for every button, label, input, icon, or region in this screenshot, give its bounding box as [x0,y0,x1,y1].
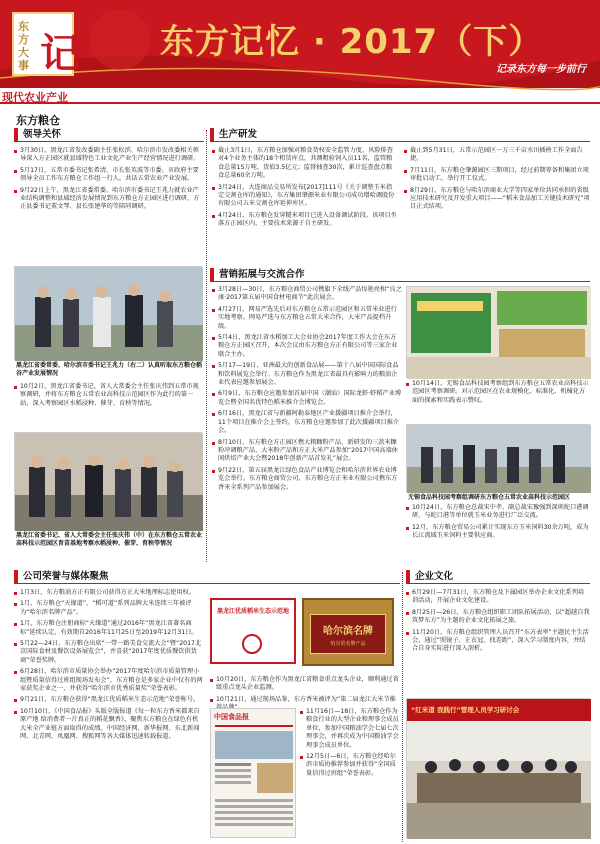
heading-culture [406,570,590,584]
heading-marketing [210,268,590,282]
photo-expo-booth [406,286,590,378]
photo-seminar [406,698,590,838]
photo-leader-visit-1 [14,266,202,360]
list-item: 1月3日，东方粮油方正有限公司获得方正大米地理标志使用权。 [14,589,204,597]
list-item: 3月30日，黑龙江省发改委副主任张松滨、哈尔滨市发改委相关领导深入方正园区就县域特色工业文化产业生产经营情况进行调研。 [14,147,202,164]
divider [206,130,207,562]
list-item: 4月24日，东方粮仓发穿糙米项目已进入设备调试阶段。该项目坐落方正园区内，主要技术来源于自主研发。 [212,212,398,229]
page-title: 东方记忆 · 2017（下） [160,22,544,62]
culture-list [406,589,590,693]
plaque-text: 哈尔滨名牌 [323,626,373,637]
marketing-list-2 [406,380,590,422]
plaque-subtext: 哈尔滨名牌产品 [330,641,366,647]
list-item: 10月21日，通过现场品鉴，东方香米被评为“第二届龙江大米节推 [210,696,400,713]
honors-list-2 [210,676,400,704]
list-item: 截止3月1日，东方粮仓加强对粮食货权安全监管力度，风险排查对4个业务主体的18个租赁库点，共测粗验饲入员11名，监管粮食总量15万吨、货值3.5亿元；监督抽查30次，累计巡查盘点粮食总量60余万吨。 [212,147,398,181]
list-item: 9月22日，第五届黑龙江绿色食品产业博览会和哈尔滨世界农业博览会举行。东方粮仓商贸公司、东方粮仓方正米业有限公司携东方香米全系列产品参加展会。 [212,467,402,492]
logo [12,12,80,77]
photo-delegation [406,424,590,492]
heading-production-label: 生产研发 [210,128,262,142]
list-item: 10月24日，东方粮仓总裁宋中孝、副总裁宋豫强到深圳蛇口港调研，与蛇口港等单位就玉米业务进行广泛交流。 [406,504,590,521]
honors-list-3 [300,708,400,842]
list-item: 11月20日，东方粮仓组织管理人员召开“东方表率”主题民主生活会，通过“照镜子、正衣冠、找差距”，深入学习制度内容，并结合自身实际进行深入剖析。 [406,629,590,654]
list-item: 8月10日，东方粮仓方正园区携大粮糠粉产品、新研发的三款米糠粉冲调粮产品、大米粉产品和方正大米产品参加“2017中国高端休闲烘焙产业大会暨2018年创新产品首发礼”展会。 [212,439,402,464]
list-item: 8月25日—26日，东方粮仓组织职工团队拓展活动，以“超越自我 筑梦东方”为主题的企业文化拓展之旅。 [406,609,590,626]
honors-list [14,589,204,841]
heading-leaders [14,128,204,142]
seal-icon [242,634,262,654]
certificate-title: 黑龙江优质稻米生态示范地 [216,608,289,615]
logo-small-text: 东方大事 [18,20,29,72]
certificate-image [210,598,296,664]
slogan: 记录东方每一步前行 [496,64,586,75]
newspaper-image [210,708,296,838]
header-banner [0,0,600,88]
heading-marketing-label: 营销拓展与交流合作 [210,268,310,282]
company-name: 东方粮仓 [16,114,60,127]
photo-leader-visit-2 [14,432,202,530]
list-item: 3月24日，大连商品交易所发布[2017]111号《关于调整玉米指定交割仓库的通知》，东方集团肇源米业有限公司成功增哈调股份有限公司五米交割仓库延伸库区。 [212,184,398,209]
list-item: 6月28日，哈尔滨市质量协会举办“2017年度哈尔滨市质量管理小组暨质量信得过班组现场发布会”，东方粮仓是多家企业中仅有的两家获奖企业之一，并获得“哈尔滨市优秀质量奖”荣誉表彰。 [14,668,204,693]
list-item: 8月29日，东方粮仓与哈尔滨商业大学等四家单位共同承担的省级应用技术研究及开发重大项目——“稻米食品加工关键技术研究”项目正式结项。 [404,187,590,212]
heading-culture-label: 企业文化 [406,570,458,584]
section-tag: 现代农业产业 [2,91,68,104]
logo-char: 记 [40,30,80,77]
list-item: 6月9日，东方粮仓应邀参加首届中国（潮汕）国际龙虾·虾稻产业博览会暨全国名优特色稻米推介会博览会。 [212,390,402,407]
marketing-list [212,286,402,562]
newspaper-masthead: 中国食品报 [214,712,249,721]
list-item: 10月20日，东方粮仓作为黑龙江省粮食重点龙头企业，顺利通过省级重点龙头企业监测。 [210,676,400,693]
list-item: 6月16日，黑龙江省与新疆阿勒泰地区产业援疆项目推介会举行，11个项目在推介会上签约。东方粮仓应邀参加了此次援疆项目推介会。 [212,410,402,435]
seminar-banner-text: “红米道 我践行”管理人员学习研讨会 [411,706,520,714]
list-item: 1月，东方粮仓“天缘道”、“稻可道”系列品牌大米连续三年被评为“哈尔滨名牌产品”。 [14,600,204,617]
plaque-image [302,598,394,666]
list-item: 11月16日—18日，东方粮仓作为粮食行业的大型企业和理事会成员单位，参加中国粮油学会七届七次理事会，并再次成为中国粮油学会理事会成员单位。 [300,708,400,750]
section-bar [0,88,600,104]
heading-honors [14,570,400,584]
caption: 无锡食品科技园考察组调研东方粮仓五常农业高科技示范园区 [408,494,571,501]
list-item: 9月22日上午，黑龙江省委常委、哈尔滨市委书记王兆力就农业产业结构调整和县域经济发展情况到东方粮仓方正园区进行调研，方正县委书记董文琴、县长张建华的等陪同调研。 [14,187,202,212]
caption: 黑龙江省委常委、哈尔滨市委书记王兆力（右二）认真听取东方粮仓稻谷产业发展情况 [16,362,203,377]
list-item: 1月，东方粮仓注册商标“天缘道”通过2016年“黑龙江省著名商标”延续认定，有效期自2016年11月25日至2019年12月31日。 [14,620,204,637]
production-list-b [404,147,590,265]
marketing-list-3 [406,504,590,562]
list-item: 9月21日，东方粮仓获得“黑龙江优质稻米生态示范地”荣誉称号。 [14,696,204,704]
leaders-list-2 [14,383,202,431]
list-item: 5月17—19日，亚洲最大的创新食品展——第十八届中国国际食品和饮料展览会举行。东方粮仓作为黑龙江省最具有影响力的粮油企业代表应邀参加展会。 [212,362,402,387]
list-item: 5月4日，黑龙江省水稻加工大会业协会2017年度工作大会在东方粮仓方正园区召开，本次会议由东方粮仓方正有限公司等三家企业联合主办。 [212,334,402,359]
list-item: 7月11日，东方粮仓肇源园区三期项目，经过前期筹备和集团立项审批启动工，举行开工仪式。 [404,167,590,184]
list-item: 5月22—24日，东方粮仓出席“一带一路美食交流大会”暨“2017北京国际食材及餐饮设备展览会”，并喜获“2017年度优质餐饮供货商”荣誉奖牌。 [14,640,204,665]
heading-production [210,128,590,142]
heading-honors-label: 公司荣誉与媒体聚焦 [14,570,114,584]
list-item: 5月17日，五常市委书记张希清、市长张英波等市委、市政府主要领导全员工作东方粮仓工作组一行人，共话五常农业产业发展。 [14,167,202,184]
production-list-a [212,147,398,265]
leaders-list [14,147,202,263]
list-item: 4月27日，网易严选先后对东方粮仓五常示范园区和五常米业进行实地考察。网易严选与东方粮仓五常大米合作，大米产品提档升级。 [212,306,402,331]
list-item: 12月5日—6日，东方粮仓经哈尔滨市质协推荐参加并获得“全国质量信得过班组”荣誉表彰。 [300,753,400,778]
list-item: 10月10日，《中国食品报》头版全版报道《每一粒东方香米都来自原产地 给消费者一片真正的稻花飘香》，聚焦东方粮仓在绿色有机大米全产业链方面取得的成绩。中国经济网、新华报网、东北新闻网、北青网、凤凰网、搜狐网等各大媒体迅速转载报道。 [14,708,204,742]
list-item: 10月2日，黑龙江省委书记、省人大常委会主任张庆伟到五常市视察调研，并将东方粮仓五常农业高科技示范园区作为此行的第一站，深入考察园区水稻浸种、催芽、育秧等情况。 [14,383,202,408]
list-item: 6月29日—7月31日，东方粮仓及下属园区举办企业文化系列培训活动，开展企业文化建设。 [406,589,590,606]
heading-leaders-label: 领导关怀 [14,128,66,142]
list-item: 10月14日，无锡食品科技园考察组到东方粮仓五常农业高科技示范园区考察调研。对示范园区在农业规模化、标准化、机械化方面的探索和实践表示赞叹。 [406,380,590,405]
caption: 黑龙江省委书记、省人大常委会主任张庆伟（中）在东方粮仓五常农业高科技示范园区育苗基地考察水稻浸种、催芽、育秧等情况 [16,532,203,547]
list-item: 截止到5月31日，五常示范园区一万三千亩水田插秧工作全面告捷。 [404,147,590,164]
divider [402,572,403,842]
list-item: 12月，东方粮仓贸易公司累计实现东方玉米饲料30余万吨，成为长江流域玉米饲料主要供应商。 [406,524,590,541]
list-item: 3月28日—30日，东方粮仓商贸公司携旗下全线产品惊艳亮相“良之康·2017第五届中国食材电商节”此次展会。 [212,286,402,303]
